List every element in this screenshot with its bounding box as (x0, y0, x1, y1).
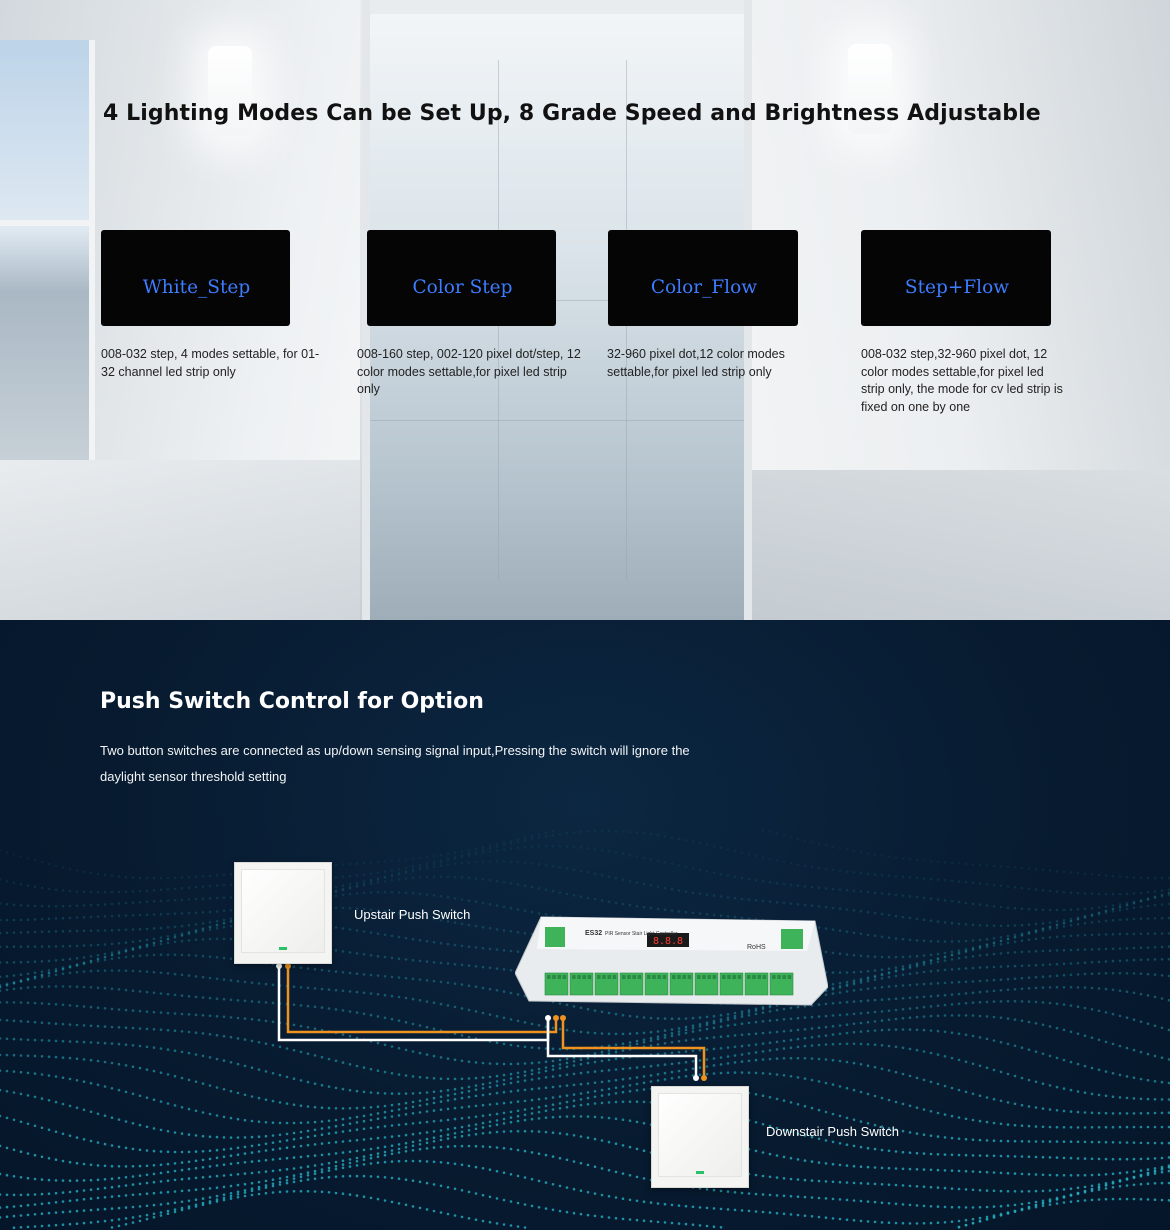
wire-orange-downstair (563, 1018, 704, 1078)
stair-light-controller (515, 911, 828, 1006)
upstair-push-switch (234, 862, 332, 964)
rohs-mark: RoHS (747, 944, 766, 951)
lcd-display-white-step (101, 230, 290, 326)
switch-indicator-led (279, 947, 287, 950)
lcd-display-color-flow (608, 230, 798, 326)
lcd-line: Color Step (412, 277, 513, 298)
controller-display: 8.8.8 (652, 936, 684, 947)
mode-description: 008-032 step, 4 modes settable, for 01-32 channel led strip only (101, 347, 320, 379)
push-switch-description: Two button switches are connected as up/down sensing signal input,Pressing the switch will ignore the daylight sensor threshold setting (100, 743, 690, 784)
mode-description: 32-960 pixel dot,12 color modes settable,for pixel led strip only (607, 347, 785, 379)
lcd-display-color-step (367, 230, 556, 326)
mode-description: 008-160 step, 002-120 pixel dot/step, 12 color modes settable,for pixel led strip only (357, 347, 581, 396)
push-switch-title: Push Switch Control for Option (100, 689, 484, 714)
wire-white-upstair (279, 966, 548, 1040)
lcd-display-step-flow (861, 230, 1051, 326)
lcd-line: White_Step (142, 277, 251, 298)
push-switch-section (0, 620, 1170, 1230)
mode-description: 008-032 step,32-960 pixel dot, 12 color modes settable,for pixel led strip only, the mode for cv led strip is fixed on one by one (861, 347, 1063, 414)
lcd-line: Step+Flow (904, 277, 1010, 298)
upstair-switch-label: Upstair Push Switch (354, 907, 471, 922)
window (0, 40, 95, 460)
downstair-switch-label: Downstair Push Switch (766, 1124, 899, 1139)
downstair-push-switch (651, 1086, 749, 1188)
lighting-modes-title: 4 Lighting Modes Can be Set Up, 8 Grade Speed and Brightness Adjustable (103, 101, 1041, 126)
controller-name: PIR Sensor Stair Light Controller (605, 931, 678, 937)
lcd-line: Color_Flow (650, 277, 758, 298)
controller-model: ES32 (585, 930, 603, 937)
switch-indicator-led (696, 1171, 704, 1174)
left-floor (0, 460, 360, 620)
right-floor (752, 470, 1170, 620)
